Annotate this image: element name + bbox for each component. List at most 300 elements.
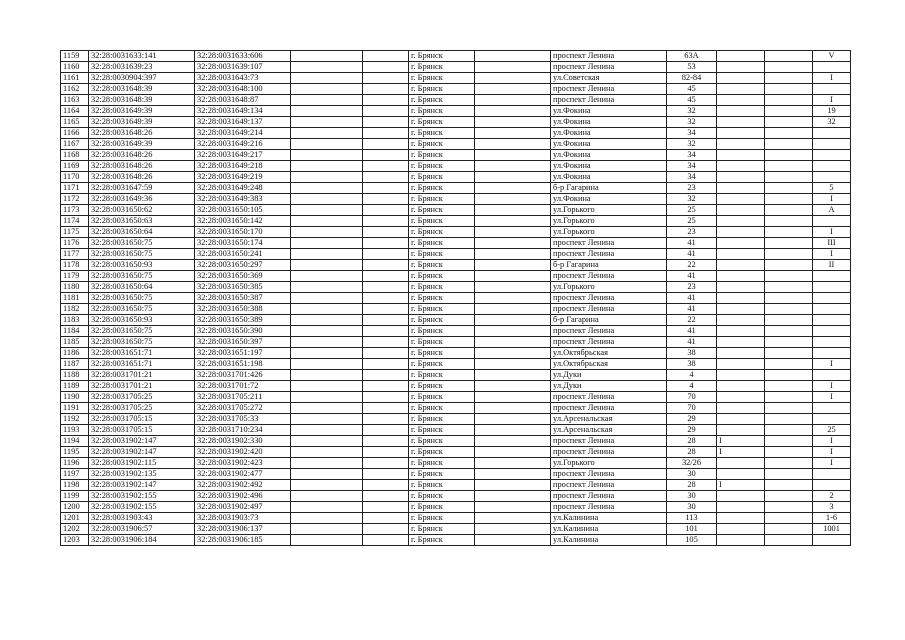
cell-extra-b: [765, 414, 813, 425]
cell-extra-a: [717, 227, 765, 238]
cell-apartment: I: [813, 95, 851, 106]
cell-apartment: I: [813, 359, 851, 370]
cell-blank-c: [475, 73, 551, 84]
cell-blank-c: [475, 348, 551, 359]
cell-parcel-number: 32:28:0031647:59: [89, 183, 195, 194]
cell-city: г. Брянск: [409, 62, 475, 73]
cell-parcel-number: 32:28:0031705:25: [89, 392, 195, 403]
cell-object-number: 32:28:0031649:248: [195, 183, 291, 194]
cell-house-number: 32: [667, 106, 717, 117]
cell-blank-b: [363, 139, 409, 150]
cell-extra-b: [765, 315, 813, 326]
cell-blank-b: [363, 84, 409, 95]
cell-parcel-number: 32:28:0031650:62: [89, 205, 195, 216]
cell-extra-a: I: [717, 436, 765, 447]
cell-city: г. Брянск: [409, 524, 475, 535]
cell-blank-c: [475, 381, 551, 392]
table-row: [61, 216, 851, 227]
cell-extra-b: [765, 491, 813, 502]
cell-city: г. Брянск: [409, 106, 475, 117]
cell-row-number: 1175: [61, 227, 89, 238]
cell-parcel-number: 32:28:0031902:147: [89, 436, 195, 447]
cell-extra-b: [765, 84, 813, 95]
table-row: [61, 348, 851, 359]
cell-row-number: 1203: [61, 535, 89, 546]
cell-row-number: 1189: [61, 381, 89, 392]
cell-city: г. Брянск: [409, 425, 475, 436]
cell-extra-b: [765, 194, 813, 205]
cell-blank-c: [475, 403, 551, 414]
cell-object-number: 32:28:0031649:383: [195, 194, 291, 205]
cell-extra-a: [717, 491, 765, 502]
cell-row-number: 1178: [61, 260, 89, 271]
cell-extra-a: [717, 172, 765, 183]
cell-house-number: 23: [667, 227, 717, 238]
cell-apartment: I: [813, 73, 851, 84]
cell-blank-c: [475, 425, 551, 436]
cell-blank-b: [363, 458, 409, 469]
cell-parcel-number: 32:28:0031902:155: [89, 491, 195, 502]
cell-extra-a: [717, 293, 765, 304]
cell-extra-a: [717, 139, 765, 150]
cell-row-number: 1168: [61, 150, 89, 161]
cell-blank-c: [475, 150, 551, 161]
table-row: [61, 95, 851, 106]
table-row: [61, 205, 851, 216]
cell-row-number: 1194: [61, 436, 89, 447]
cell-parcel-number: 32:28:0031648:26: [89, 150, 195, 161]
cell-house-number: 41: [667, 238, 717, 249]
cell-blank-b: [363, 249, 409, 260]
cell-house-number: 41: [667, 326, 717, 337]
cell-blank-b: [363, 62, 409, 73]
cell-apartment: III: [813, 238, 851, 249]
cell-blank-b: [363, 436, 409, 447]
cell-extra-a: [717, 513, 765, 524]
cell-parcel-number: 32:28:0031650:75: [89, 249, 195, 260]
cell-parcel-number: 32:28:0031650:75: [89, 238, 195, 249]
cell-house-number: 32/26: [667, 458, 717, 469]
cell-object-number: 32:28:0031906:137: [195, 524, 291, 535]
cell-blank-c: [475, 370, 551, 381]
cell-blank-a: [291, 414, 363, 425]
cell-blank-b: [363, 183, 409, 194]
cell-row-number: 1199: [61, 491, 89, 502]
cell-blank-c: [475, 414, 551, 425]
cell-row-number: 1201: [61, 513, 89, 524]
cell-blank-a: [291, 216, 363, 227]
cell-parcel-number: 32:28:0031648:26: [89, 128, 195, 139]
table-row: [61, 227, 851, 238]
cell-parcel-number: 32:28:0031648:26: [89, 172, 195, 183]
cell-apartment: I: [813, 458, 851, 469]
cell-street: проспект Ленина: [551, 238, 667, 249]
cell-blank-c: [475, 326, 551, 337]
cell-blank-b: [363, 348, 409, 359]
cell-street: ул.Фокина: [551, 194, 667, 205]
cell-apartment: А: [813, 205, 851, 216]
cell-blank-a: [291, 194, 363, 205]
cell-parcel-number: 32:28:0031902:147: [89, 480, 195, 491]
cell-city: г. Брянск: [409, 216, 475, 227]
cell-house-number: 38: [667, 348, 717, 359]
cell-row-number: 1163: [61, 95, 89, 106]
cell-extra-b: [765, 535, 813, 546]
cell-extra-a: I: [717, 447, 765, 458]
cell-apartment: [813, 414, 851, 425]
cell-blank-a: [291, 84, 363, 95]
cell-blank-b: [363, 238, 409, 249]
table-row: [61, 403, 851, 414]
cell-extra-b: [765, 293, 813, 304]
cell-blank-a: [291, 95, 363, 106]
cell-city: г. Брянск: [409, 436, 475, 447]
cell-row-number: 1172: [61, 194, 89, 205]
table-row: [61, 282, 851, 293]
cell-blank-c: [475, 359, 551, 370]
cell-object-number: 32:28:0031648:100: [195, 84, 291, 95]
cell-city: г. Брянск: [409, 271, 475, 282]
cell-extra-b: [765, 282, 813, 293]
cell-extra-b: [765, 73, 813, 84]
cell-parcel-number: 32:28:0031906:184: [89, 535, 195, 546]
cell-row-number: 1186: [61, 348, 89, 359]
cell-blank-b: [363, 216, 409, 227]
cell-blank-a: [291, 117, 363, 128]
cell-blank-c: [475, 315, 551, 326]
cell-object-number: 32:28:0031903:73: [195, 513, 291, 524]
cell-blank-c: [475, 62, 551, 73]
cell-blank-a: [291, 524, 363, 535]
cell-blank-a: [291, 282, 363, 293]
cell-city: г. Брянск: [409, 238, 475, 249]
table-row: [61, 238, 851, 249]
cell-street: проспект Ленина: [551, 436, 667, 447]
cell-row-number: 1169: [61, 161, 89, 172]
cell-house-number: 70: [667, 403, 717, 414]
cell-blank-a: [291, 73, 363, 84]
cell-city: г. Брянск: [409, 139, 475, 150]
cell-blank-a: [291, 326, 363, 337]
cell-blank-a: [291, 348, 363, 359]
cell-house-number: 34: [667, 172, 717, 183]
cell-blank-b: [363, 260, 409, 271]
cell-house-number: 32: [667, 117, 717, 128]
cell-row-number: 1200: [61, 502, 89, 513]
cell-apartment: [813, 128, 851, 139]
cell-city: г. Брянск: [409, 403, 475, 414]
cell-extra-a: [717, 73, 765, 84]
cell-parcel-number: 32:28:0031648:39: [89, 95, 195, 106]
cell-object-number: 32:28:0031650:142: [195, 216, 291, 227]
cell-parcel-number: 32:28:0031902:155: [89, 502, 195, 513]
cell-object-number: 32:28:0031650:390: [195, 326, 291, 337]
cell-blank-c: [475, 271, 551, 282]
cell-parcel-number: 32:28:0031650:64: [89, 227, 195, 238]
cell-city: г. Брянск: [409, 73, 475, 84]
cell-blank-b: [363, 359, 409, 370]
cell-parcel-number: 32:28:0031650:64: [89, 282, 195, 293]
cell-object-number: 32:28:0031902:492: [195, 480, 291, 491]
cell-extra-b: [765, 304, 813, 315]
cell-extra-b: [765, 51, 813, 62]
cell-city: г. Брянск: [409, 315, 475, 326]
cell-house-number: 34: [667, 150, 717, 161]
cell-house-number: 63А: [667, 51, 717, 62]
cell-street: ул.Калинина: [551, 513, 667, 524]
cell-row-number: 1159: [61, 51, 89, 62]
cell-house-number: 101: [667, 524, 717, 535]
cell-street: ул.Октябрьская: [551, 348, 667, 359]
cell-blank-a: [291, 513, 363, 524]
cell-street: проспект Ленина: [551, 491, 667, 502]
cell-blank-a: [291, 150, 363, 161]
cell-blank-b: [363, 128, 409, 139]
cell-parcel-number: 32:28:0031649:39: [89, 106, 195, 117]
cell-apartment: [813, 139, 851, 150]
cell-object-number: 32:28:0031639:107: [195, 62, 291, 73]
cell-parcel-number: 32:28:0031903:43: [89, 513, 195, 524]
cell-parcel-number: 32:28:0031650:75: [89, 326, 195, 337]
cell-house-number: 30: [667, 469, 717, 480]
cell-row-number: 1183: [61, 315, 89, 326]
cell-object-number: 32:28:0031902:477: [195, 469, 291, 480]
table-row: [61, 249, 851, 260]
cell-apartment: [813, 370, 851, 381]
cell-house-number: 28: [667, 480, 717, 491]
cell-parcel-number: 32:28:0031648:39: [89, 84, 195, 95]
cell-blank-c: [475, 172, 551, 183]
cell-object-number: 32:28:0031649:134: [195, 106, 291, 117]
cell-parcel-number: 32:28:0031705:15: [89, 425, 195, 436]
cell-street: проспект Ленина: [551, 62, 667, 73]
cell-extra-a: [717, 425, 765, 436]
cell-city: г. Брянск: [409, 535, 475, 546]
cell-blank-b: [363, 524, 409, 535]
cell-object-number: 32:28:0031650:241: [195, 249, 291, 260]
cell-city: г. Брянск: [409, 414, 475, 425]
cell-street: ул.Октябрьская: [551, 359, 667, 370]
cell-blank-b: [363, 304, 409, 315]
cell-blank-c: [475, 205, 551, 216]
cell-street: проспект Ленина: [551, 447, 667, 458]
cell-street: проспект Ленина: [551, 469, 667, 480]
cell-street: ул.Фокина: [551, 150, 667, 161]
table-row: [61, 491, 851, 502]
cell-blank-b: [363, 414, 409, 425]
cell-extra-a: [717, 535, 765, 546]
cell-blank-a: [291, 183, 363, 194]
cell-extra-a: [717, 337, 765, 348]
cell-blank-c: [475, 117, 551, 128]
cell-street: проспект Ленина: [551, 293, 667, 304]
cell-blank-b: [363, 491, 409, 502]
cell-blank-b: [363, 315, 409, 326]
cell-blank-a: [291, 139, 363, 150]
table-row: [61, 513, 851, 524]
cell-parcel-number: 32:28:0031906:57: [89, 524, 195, 535]
cell-apartment: 25: [813, 425, 851, 436]
cell-blank-a: [291, 403, 363, 414]
cell-blank-c: [475, 51, 551, 62]
cell-blank-c: [475, 447, 551, 458]
cell-blank-c: [475, 524, 551, 535]
cell-extra-b: [765, 172, 813, 183]
cell-extra-a: [717, 458, 765, 469]
cell-blank-a: [291, 480, 363, 491]
cell-extra-b: [765, 139, 813, 150]
cell-row-number: 1190: [61, 392, 89, 403]
cell-apartment: 2: [813, 491, 851, 502]
cell-row-number: 1161: [61, 73, 89, 84]
cell-apartment: V: [813, 51, 851, 62]
cell-extra-a: [717, 469, 765, 480]
cell-blank-c: [475, 502, 551, 513]
cell-house-number: 105: [667, 535, 717, 546]
cell-extra-b: [765, 480, 813, 491]
cell-street: ул.Фокина: [551, 172, 667, 183]
cell-city: г. Брянск: [409, 348, 475, 359]
cell-object-number: 32:28:0031643:73: [195, 73, 291, 84]
cell-blank-a: [291, 447, 363, 458]
cell-house-number: 41: [667, 304, 717, 315]
cell-object-number: 32:28:0031651:197: [195, 348, 291, 359]
cell-blank-a: [291, 172, 363, 183]
cell-extra-a: [717, 524, 765, 535]
cell-parcel-number: 32:28:0031639:23: [89, 62, 195, 73]
cell-street: ул.Фокина: [551, 128, 667, 139]
cell-extra-b: [765, 502, 813, 513]
cell-street: ул.Фокина: [551, 139, 667, 150]
cell-extra-a: [717, 183, 765, 194]
cell-parcel-number: 32:28:0031902:147: [89, 447, 195, 458]
cell-blank-c: [475, 238, 551, 249]
cell-house-number: 4: [667, 370, 717, 381]
cell-extra-b: [765, 403, 813, 414]
cell-row-number: 1193: [61, 425, 89, 436]
cell-parcel-number: 32:28:0031650:63: [89, 216, 195, 227]
cell-blank-a: [291, 161, 363, 172]
cell-city: г. Брянск: [409, 513, 475, 524]
cell-house-number: 38: [667, 359, 717, 370]
cell-row-number: 1174: [61, 216, 89, 227]
cell-apartment: I: [813, 194, 851, 205]
cell-blank-a: [291, 260, 363, 271]
cell-blank-b: [363, 447, 409, 458]
cell-blank-c: [475, 128, 551, 139]
cell-blank-a: [291, 249, 363, 260]
cell-blank-b: [363, 513, 409, 524]
cell-parcel-number: 32:28:0031650:75: [89, 293, 195, 304]
cell-city: г. Брянск: [409, 370, 475, 381]
table-row: [61, 337, 851, 348]
cell-house-number: 34: [667, 128, 717, 139]
cell-parcel-number: 32:28:0031650:93: [89, 315, 195, 326]
cell-parcel-number: 32:28:0031650:75: [89, 271, 195, 282]
cell-street: ул.Горького: [551, 205, 667, 216]
cell-parcel-number: 32:28:0031633:141: [89, 51, 195, 62]
table-row: [61, 128, 851, 139]
table-row: [61, 436, 851, 447]
cell-extra-b: [765, 447, 813, 458]
cell-object-number: 32:28:0031705:211: [195, 392, 291, 403]
cell-extra-b: [765, 183, 813, 194]
cell-blank-c: [475, 513, 551, 524]
cell-blank-a: [291, 337, 363, 348]
cell-object-number: 32:28:0031705:272: [195, 403, 291, 414]
cell-parcel-number: 32:28:0030904:397: [89, 73, 195, 84]
cell-blank-a: [291, 359, 363, 370]
cell-row-number: 1181: [61, 293, 89, 304]
cell-blank-a: [291, 370, 363, 381]
cell-blank-a: [291, 271, 363, 282]
cell-extra-a: [717, 106, 765, 117]
cell-blank-c: [475, 480, 551, 491]
cell-parcel-number: 32:28:0031902:115: [89, 458, 195, 469]
cell-city: г. Брянск: [409, 84, 475, 95]
cell-blank-c: [475, 392, 551, 403]
cell-blank-a: [291, 128, 363, 139]
cell-city: г. Брянск: [409, 128, 475, 139]
cell-extra-a: [717, 326, 765, 337]
cell-city: г. Брянск: [409, 326, 475, 337]
cell-blank-c: [475, 260, 551, 271]
cell-extra-a: [717, 216, 765, 227]
cell-street: проспект Ленина: [551, 95, 667, 106]
cell-extra-a: [717, 161, 765, 172]
table-row: [61, 414, 851, 425]
cell-parcel-number: 32:28:0031649:39: [89, 139, 195, 150]
cell-extra-b: [765, 227, 813, 238]
cell-blank-a: [291, 502, 363, 513]
cell-apartment: [813, 271, 851, 282]
cell-extra-b: [765, 513, 813, 524]
cell-object-number: 32:28:0031649:216: [195, 139, 291, 150]
cell-row-number: 1179: [61, 271, 89, 282]
cell-house-number: 113: [667, 513, 717, 524]
cell-row-number: 1170: [61, 172, 89, 183]
cell-row-number: 1191: [61, 403, 89, 414]
cell-row-number: 1202: [61, 524, 89, 535]
cell-object-number: 32:28:0031650:174: [195, 238, 291, 249]
cell-extra-b: [765, 62, 813, 73]
cell-street: проспект Ленина: [551, 304, 667, 315]
cell-house-number: 22: [667, 260, 717, 271]
cell-extra-b: [765, 458, 813, 469]
cell-city: г. Брянск: [409, 304, 475, 315]
table-row: [61, 106, 851, 117]
cell-blank-a: [291, 238, 363, 249]
cell-parcel-number: 32:28:0031650:93: [89, 260, 195, 271]
cell-city: г. Брянск: [409, 117, 475, 128]
cell-blank-b: [363, 95, 409, 106]
cell-city: г. Брянск: [409, 249, 475, 260]
cell-object-number: 32:28:0031902:423: [195, 458, 291, 469]
cell-city: г. Брянск: [409, 205, 475, 216]
cell-row-number: 1198: [61, 480, 89, 491]
cell-object-number: 32:28:0031701:426: [195, 370, 291, 381]
table-row: [61, 381, 851, 392]
cell-row-number: 1171: [61, 183, 89, 194]
cell-apartment: I: [813, 392, 851, 403]
cell-apartment: [813, 469, 851, 480]
cell-parcel-number: 32:28:0031705:15: [89, 414, 195, 425]
table-row: [61, 447, 851, 458]
table-body: [61, 51, 851, 546]
cell-city: г. Брянск: [409, 337, 475, 348]
cell-parcel-number: 32:28:0031648:26: [89, 161, 195, 172]
cell-object-number: 32:28:0031710:234: [195, 425, 291, 436]
